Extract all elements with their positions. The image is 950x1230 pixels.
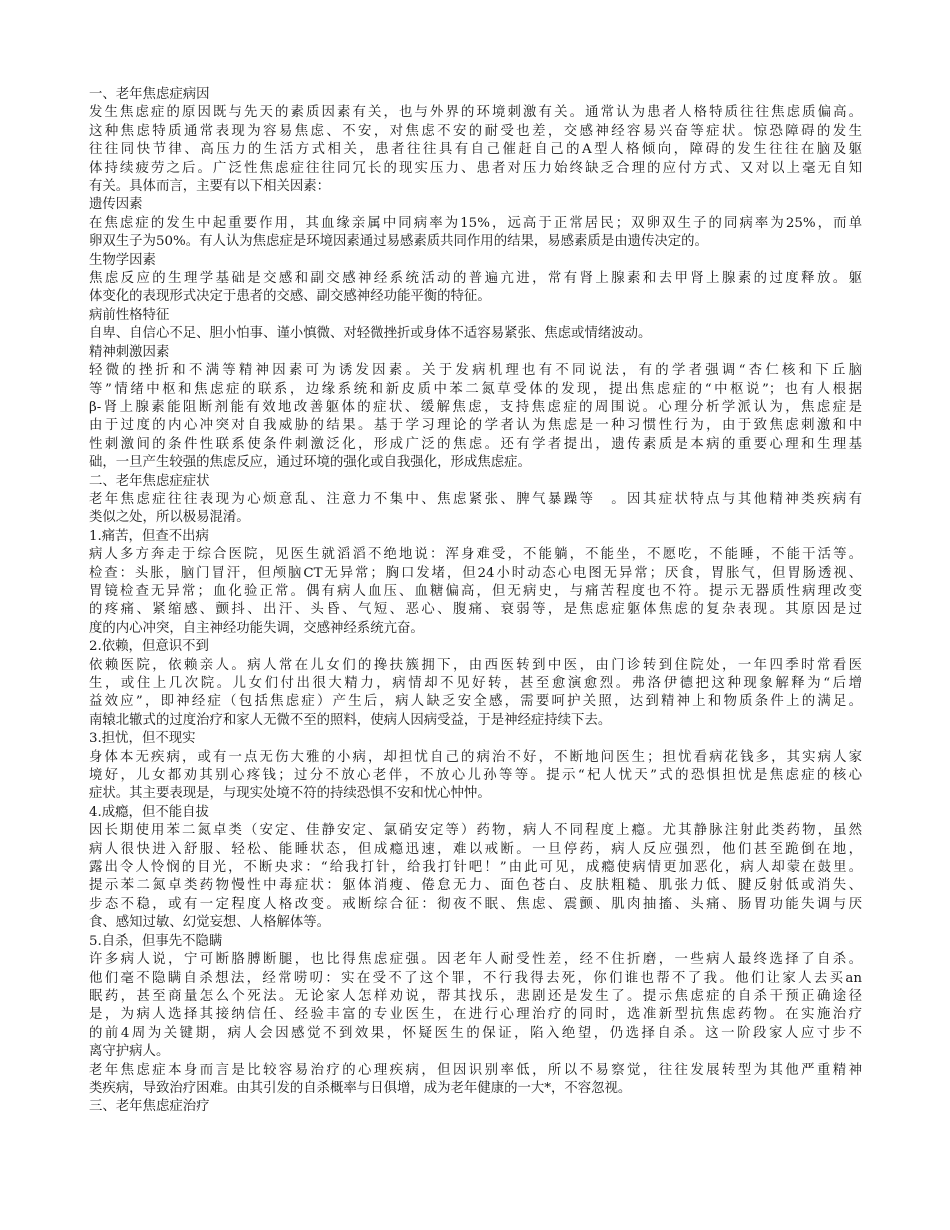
paragraph-line: 依赖医院，依赖亲人。病人常在儿女们的搀扶簇拥下，由西医转到中医，由门诊转到住院处，一年四季时常看医: [89, 657, 862, 673]
paragraph-line: 的前4周为关键期，病人会因感觉不到效果，怀疑医生的保证，陷入绝望，仍选择自杀。这一阶段家人应寸步不: [89, 1025, 862, 1041]
paragraph-line: 卵双生子为50%。有人认为焦虑症是环境因素通过易感素质共同作用的结果，易感素质是由遗传决定的。: [89, 234, 708, 250]
symptom-worry-paragraph: [89, 749, 862, 804]
paragraph-line: 类疾病，导致治疗困难。由其引发的自杀概率与日俱增，成为老年健康的一大*，不容忽视。: [89, 1080, 632, 1096]
section-heading-treatment: 三、老年焦虑症治疗: [89, 1099, 210, 1115]
paragraph-line: 由于过度的内心冲突对自我威胁的结果。基于学习理论的学者认为焦虑是一种习惯性行为，由于致焦虑刺激和中: [89, 418, 862, 434]
paragraph-line: 往往同快节律、高压力的生活方式相关，患者往往具有自己催赶自己的A型人格倾向，障碍的发生往往在脑及躯: [89, 142, 862, 158]
paragraph-line: 食、感知过敏、幻觉妄想、人格解体等。: [89, 915, 331, 931]
paragraph-line: 发生焦虑症的原因既与先天的素质因素有关，也与外界的环境刺激有关。通常认为患者人格特质往往焦虑质偏高。: [89, 105, 862, 121]
section-heading-symptoms: 二、老年焦虑症症状: [89, 473, 210, 489]
paragraph-line: 南辕北辙式的过度治疗和家人无微不至的照料，使病人因病受益，于是神经症持续下去。: [89, 712, 612, 728]
paragraph-line: 是，为病人选择其接纳信任、经验丰富的专业医生，在进行心理治疗的同时，选准新型抗焦虑药物。在实施治疗: [89, 1007, 862, 1023]
paragraph-line: β-肾上腺素能阻断剂能有效地改善躯体的症状、缓解焦虑，支持焦虑症的周围说。心理分析学派认为，焦虑症是: [89, 399, 862, 415]
paragraph-line: 础，一旦产生较强的焦虑反应，通过环境的强化或自我强化，形成焦虑症。: [89, 455, 531, 471]
symptom-heading-addiction: 4.成瘾，但不能自拔: [89, 804, 209, 820]
symptom-heading-dependence: 2.依赖，但意识不到: [89, 639, 209, 655]
paragraph-line: 在焦虑症的发生中起重要作用，其血缘亲属中同病率为15%，远高于正常居民；双卵双生子的同病率为25%，而单: [89, 215, 862, 231]
paragraph-line: 轻微的挫折和不满等精神因素可为诱发因素。关于发病机理也有不同说法，有的学者强调“杏仁核和下丘脑: [89, 363, 862, 379]
paragraph-line: 境好，儿女都劝其别心疼钱；过分不放心老伴，不放心儿孙等等。提示“杞人忧天”式的恐惧担忧是焦虑症的核心: [89, 768, 862, 784]
causes-intro-paragraph: [89, 104, 862, 196]
symptoms-closing-paragraph: [89, 1062, 862, 1099]
paragraph-line: 老年焦虑症往往表现为心烦意乱、注意力不集中、焦虑紧张、脾气暴躁等 。因其症状特点与其他精神类疾病有: [89, 491, 862, 507]
paragraph-line: 检查：头胀，脑门冒汗，但颅脑CT无异常；胸口发堵，但24小时动态心电图无异常；厌食，胃胀气，但胃肠透视、: [89, 565, 862, 581]
subheading-genetic-factors: 遗传因素: [89, 197, 143, 213]
paragraph-line: 许多病人说，宁可断胳膊断腿，也比得焦虑症强。因老年人耐受性差，经不住折磨，一些病人最终选择了自杀。: [89, 952, 862, 968]
paragraph-line: 有关。具体而言，主要有以下相关因素：: [89, 179, 331, 195]
paragraph-line: 因长期使用苯二氮卓类（安定、佳静安定、氯硝安定等）药物，病人不同程度上瘾。尤其静脉注射此类药物，虽然: [89, 823, 862, 839]
subheading-personality-traits: 病前性格特征: [89, 307, 170, 323]
symptom-heading-worry: 3.担忧，但不现实: [89, 731, 196, 747]
paragraph-line: 症状。其主要表现是，与现实处境不符的持续恐惧不安和忧心忡忡。: [89, 786, 491, 802]
paragraph-line: 他们毫不隐瞒自杀想法，经常唠叨：实在受不了这个罪，不行我得去死，你们谁也帮不了我。他们让家人去买an: [89, 970, 862, 986]
paragraph-line: 身体本无疾病，或有一点无伤大雅的小病，却担忧自己的病治不好，不断地问医生；担忧看病花钱多，其实病人家: [89, 749, 862, 765]
symptom-heading-suicide: 5.自杀，但事先不隐瞒: [89, 933, 223, 949]
mental-stimulus-paragraph: [89, 362, 862, 472]
paragraph-line: 的疼痛、紧缩感、颤抖、出汗、头昏、气短、恶心、腹痛、衰弱等，是焦虑症躯体焦虑的复杂表现。其原因是过: [89, 602, 862, 618]
symptoms-intro-paragraph: [89, 491, 862, 528]
paragraph-line: 益效应”，即神经症（包括焦虑症）产生后，病人缺乏安全感，需要呵护关照，达到精神上和物质条件上的满足。: [89, 694, 862, 710]
subheading-mental-stimulus: 精神刺激因素: [89, 344, 170, 360]
paragraph-line: 提示苯二氮卓类药物慢性中毒症状：躯体消瘦、倦怠无力、面色苍白、皮肤粗糙、肌张力低、腱反射低或消失、: [89, 878, 862, 894]
symptom-addiction-paragraph: [89, 822, 862, 932]
paragraph-line: 离守护病人。: [89, 1044, 170, 1060]
paragraph-line: 这种焦虑特质通常表现为容易焦虑、不安，对焦虑不安的耐受也差，交感神经容易兴奋等症状。惊恐障碍的发生: [89, 123, 862, 139]
symptom-heading-pain: 1.痛苦，但查不出病: [89, 528, 209, 544]
genetic-factors-paragraph: [89, 215, 862, 252]
paragraph-line: 焦虑反应的生理学基础是交感和副交感神经系统活动的普遍亢进，常有肾上腺素和去甲肾上腺素的过度释放。躯: [89, 271, 862, 287]
paragraph-line: 露出令人怜悯的目光，不断央求：“给我打针，给我打针吧！”由此可见，成瘾使病情更加恶化，病人却蒙在鼓里。: [89, 860, 862, 876]
paragraph-line: 眠药，甚至商量怎么个死法。无论家人怎样劝说，帮其找乐，悲剧还是发生了。提示焦虑症的自杀干预正确途径: [89, 988, 862, 1004]
biological-factors-paragraph: [89, 270, 862, 307]
symptom-suicide-paragraph: [89, 951, 862, 1061]
section-heading-causes: 一、老年焦虑症病因: [89, 87, 210, 102]
subheading-biological-factors: 生物学因素: [89, 252, 156, 268]
document-page: [89, 86, 862, 1117]
paragraph-line: 体持续疲劳之后。广泛性焦虑症往往同冗长的现实压力、患者对压力始终缺乏合理的应付方式、又对以上毫无自知: [89, 160, 862, 176]
paragraph-line: 体变化的表现形式决定于患者的交感、副交感神经功能平衡的特征。: [89, 289, 491, 305]
paragraph-line: 病人很快进入舒服、轻松、能睡状态，但成瘾迅速，难以戒断。一旦停药，病人反应强烈，他们甚至跪倒在地，: [89, 841, 862, 857]
symptom-pain-paragraph: [89, 546, 862, 638]
personality-traits-paragraph: [89, 325, 862, 343]
paragraph-line: 性刺激间的条件性联系使条件刺激泛化，形成广泛的焦虑。还有学者提出，遗传素质是本病的重要心理和生理基: [89, 436, 862, 452]
paragraph-line: 等”情绪中枢和焦虑症的联系，边缘系统和新皮质中苯二氮草受体的发现，提出焦虑症的“中枢说”；也有人根据: [89, 381, 862, 397]
paragraph-line: 度的内心冲突，自主神经功能失调，交感神经系统亢奋。: [89, 620, 424, 636]
paragraph-line: 生，或住上几次院。儿女们付出很大精力，病情却不见好转，甚至愈演愈烈。弗洛伊德把这种现象解释为“后增: [89, 676, 862, 691]
paragraph-line: 老年焦虑症本身而言是比较容易治疗的心理疾病，但因识别率低，所以不易察觉，往往发展转型为其他严重精神: [89, 1062, 862, 1078]
paragraph-line: 类似之处，所以极易混淆。: [89, 510, 250, 526]
symptom-dependence-paragraph: [89, 657, 862, 731]
paragraph-line: 自卑、自信心不足、胆小怕事、谨小慎微、对轻微挫折或身体不适容易紧张、焦虑或情绪波动。: [89, 326, 652, 342]
paragraph-line: 步态不稳，或有一定程度人格改变。戒断综合征：彻夜不眠、焦虑、震颤、肌肉抽搐、头痛、肠胃功能失调与厌: [89, 896, 862, 912]
paragraph-line: 病人多方奔走于综合医院，见医生就滔滔不绝地说：浑身难受，不能躺，不能坐，不愿吃，不能睡，不能干活等。: [89, 547, 862, 563]
paragraph-line: 胃镜检查无异常；血化验正常。偶有病人血压、血糖偏高，但无病史，与痛苦程度也不符。提示无器质性病理改变: [89, 583, 862, 599]
